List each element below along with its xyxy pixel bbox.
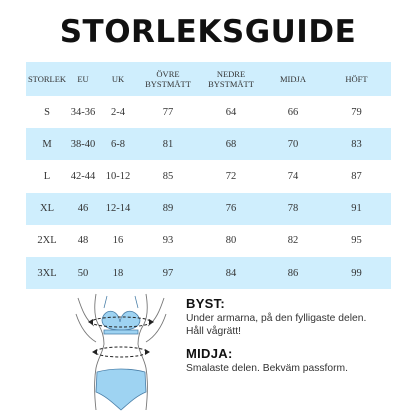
cell-ovre: 77 [138, 96, 198, 128]
cell-midja: 78 [264, 193, 322, 225]
cell-eu: 38-40 [68, 128, 98, 160]
header-ovre-bystmatt: ÖVRE BYSTMÅTT [138, 62, 198, 96]
cell-uk: 10-12 [98, 160, 138, 192]
cell-midja: 86 [264, 257, 322, 289]
bust-instructions [186, 296, 386, 338]
table-row [26, 193, 391, 225]
cell-eu: 42-44 [68, 160, 98, 192]
table-row [26, 160, 391, 192]
cell-nedre: 68 [198, 128, 264, 160]
cell-nedre: 76 [198, 193, 264, 225]
cell-uk: 6-8 [98, 128, 138, 160]
table-row [26, 257, 391, 289]
body-measurement-illustration [74, 292, 168, 412]
cell-midja: 74 [264, 160, 322, 192]
cell-uk: 2-4 [98, 96, 138, 128]
cell-hoft: 99 [322, 257, 391, 289]
bust-title: BYST: [186, 296, 226, 311]
cell-size: XL [26, 193, 68, 225]
cell-nedre: 72 [198, 160, 264, 192]
header-storlek: STORLEK [26, 62, 68, 96]
cell-uk: 18 [98, 257, 138, 289]
cell-size: 3XL [26, 257, 68, 289]
header-hoft: HÖFT [322, 62, 391, 96]
cell-ovre: 97 [138, 257, 198, 289]
header-eu: EU [68, 62, 98, 96]
page-title: STORLEKSGUIDE [59, 14, 357, 50]
cell-hoft: 79 [322, 96, 391, 128]
size-table [26, 62, 391, 289]
header-midja: MIDJA [264, 62, 322, 96]
cell-ovre: 93 [138, 225, 198, 257]
cell-midja: 70 [264, 128, 322, 160]
cell-uk: 16 [98, 225, 138, 257]
header-uk: UK [98, 62, 138, 96]
cell-midja: 66 [264, 96, 322, 128]
cell-size: S [26, 96, 68, 128]
cell-hoft: 91 [322, 193, 391, 225]
cell-eu: 46 [68, 193, 98, 225]
table-row [26, 128, 391, 160]
cell-size: M [26, 128, 68, 160]
cell-nedre: 64 [198, 96, 264, 128]
cell-size: L [26, 160, 68, 192]
cell-nedre: 84 [198, 257, 264, 289]
table-header-row [26, 62, 391, 96]
cell-hoft: 87 [322, 160, 391, 192]
bust-desc-line1: Under armarna, på den fylligaste delen. [186, 313, 367, 324]
waist-title: MIDJA: [186, 346, 233, 361]
cell-eu: 34-36 [68, 96, 98, 128]
header-nedre-bystmatt: NEDRE BYSTMÅTT [198, 62, 264, 96]
cell-nedre: 80 [198, 225, 264, 257]
cell-ovre: 85 [138, 160, 198, 192]
cell-hoft: 95 [322, 225, 391, 257]
waist-desc: Smalaste delen. Bekväm passform. [186, 363, 348, 374]
cell-ovre: 89 [138, 193, 198, 225]
cell-ovre: 81 [138, 128, 198, 160]
table-row [26, 96, 391, 128]
cell-eu: 48 [68, 225, 98, 257]
cell-uk: 12-14 [98, 193, 138, 225]
bust-desc-line2: Håll vågrätt! [186, 325, 241, 337]
cell-hoft: 83 [322, 128, 391, 160]
cell-eu: 50 [68, 257, 98, 289]
cell-midja: 82 [264, 225, 322, 257]
table-row [26, 225, 391, 257]
cell-size: 2XL [26, 225, 68, 257]
waist-instructions [186, 346, 396, 376]
